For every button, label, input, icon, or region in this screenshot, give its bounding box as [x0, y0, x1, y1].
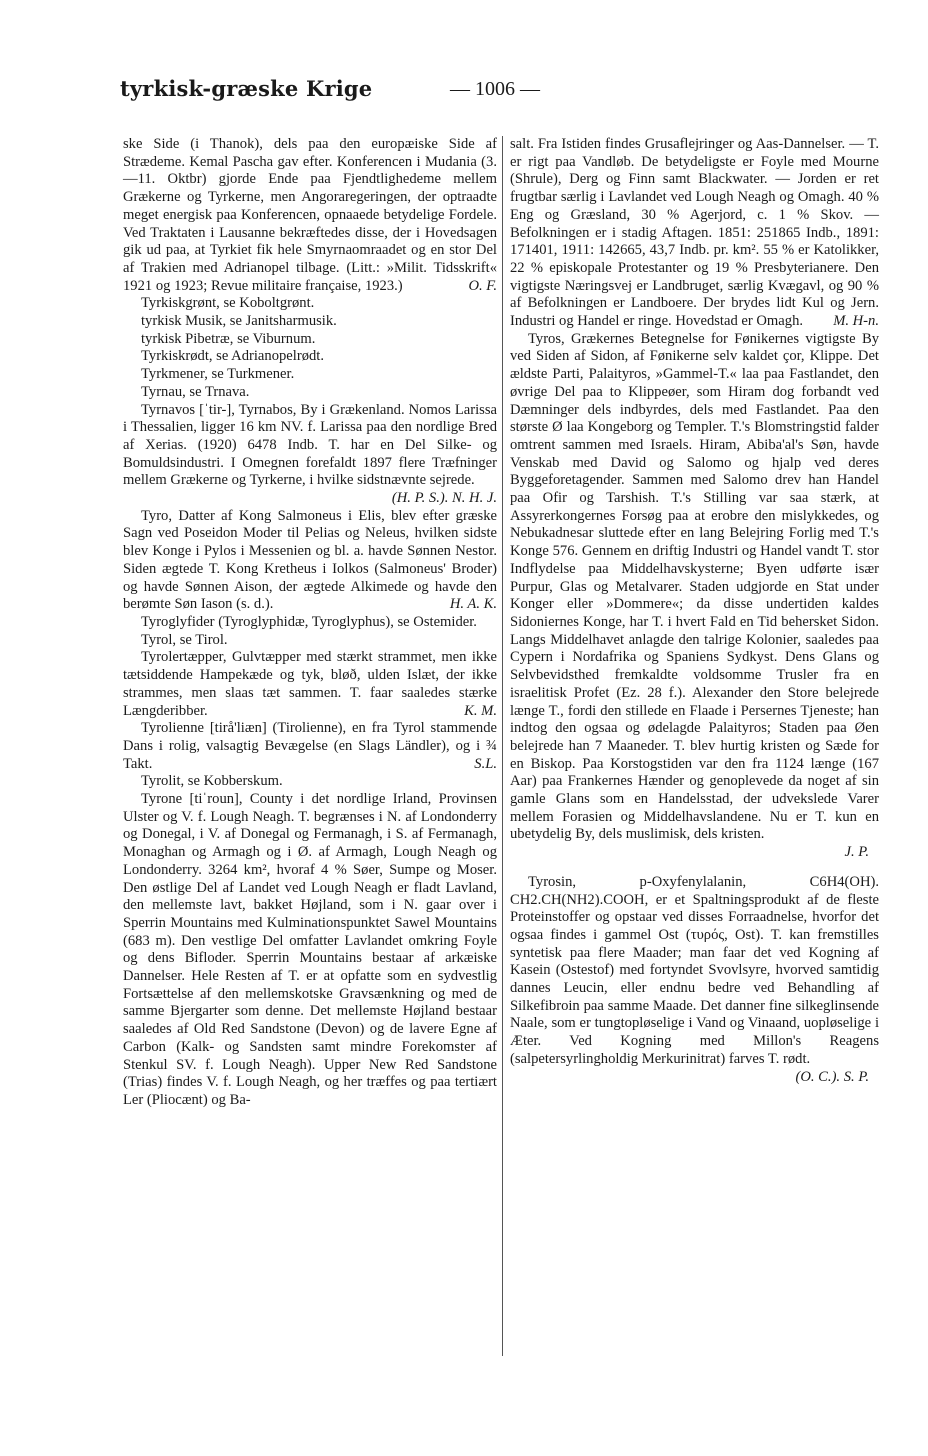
entry-tyrkiskgront: Tyrkiskgrønt, se Koboltgrønt. — [141, 295, 315, 312]
entry-tyros: Tyros, Grækernes Betegnelse for Fønikernes vigtigste By ved Siden af Sidon, af Fønikerne selv kaldet çor, Klippe. Det ældste Parti, Palaityros, »Gammel-T.« laa paa Fastlandet, den øvrige Del paa to Klippeøer, som Hiram dog forbandt ved Dæmninger dels indbyrdes, dels med Fastlandet. Paa den største Ø laa Kongeborg og Templer. T.'s Blomstringstid falder omtrent sammen med Israels. Hiram, Abiba'al's Søn, havde Venskab med David og Salomo og hjalp ved deres Byggeforetagender. Sammen med Salomo drev han Handel paa Ofir og Tarshish. T.'s Stilling var saa stærk, at Assyrerkongernes Forsøg paa at erobre den mislykkedes, og Nebukadnesar sluttede efter en lang Belejring Forlig med T.'s Konge 576. Gennem en driftig Industri og Handel vandt T. stor Indflydelse paa Middelhavskysterne; Byen udførte især Purpur, Glas og Metalvarer. Staden udgjorde en Stat under Konger eller »Dommere«; da disse undertiden kaldes Sidoniernes Konge, har T. i hvert Fald en Tid behersket Sidon. Langs Middelhavet anlagde den talrige Kolonier, saaledes paa Cypern i Nordafrika og Spaniens Sydkyst. Dens Glans og Selvbevidsthed fremkaldte voldsomme Trusler fra en israelitisk Profet (Ez. 28 f.). Alexander den Store belejrede længe T., fordi den stillede en Flaade i Persernes Tjeneste; han indtog den ogsaa og ødelagde Palaityros; Staden paa Øen belejrede han 7 Maaneder. T. blev hurtig kristen og Sæde for en Biskop. Paa Korstogstiden var den fra 1124 længe (167 Aar) paa Frankernes Hænder og genoplevede da noget af sin gamle Glans som en Handelsstad, der udvekslede Varer mellem Forasien og Middelhavslandene. Nu er T. kun en ubetydelig By, dels muslimisk, dels kristen. — [510, 330, 879, 843]
signature: S.L. — [474, 755, 497, 772]
entry-continuation: ske Side (i Thanok), dels paa den europæiske Side af Strædeme. Kemal Pascha gav efter. Konferencen i Mudania (3.—11. Oktbr) gjorde Ende paa Fjendtlighedeme mellem Grækerne og Tyrkerne, men Angoraregeringen, der optraadte meget energisk paa Konferencen, opnaaede betydelige Fordele. Ved Traktaten i Lausanne bekræftedes disse, der i Hovedsagen gik ud paa, at Tyrkiet fik hele Smyrnaomraadet og en stor Del af Trakien med Adrianopel tilbage. (Litt.: »Milit. Tidsskrift« 1921 og 1923; Revue militaire française, 1923.) O. F. — [123, 136, 497, 294]
signature: J. P. — [844, 844, 869, 861]
entry-tyrkisk-musik: tyrkisk Musik, se Janitsharmusik. — [141, 313, 337, 330]
signature: K. M. — [464, 702, 497, 719]
signature: H. A. K. — [449, 596, 497, 613]
entry-tyrnavos: Tyrnavos [ˈtir-], Tyrnabos, By i Grækenland. Nomos Larissa i Thessalien, ligger 16 km NV. f. Larissa paa den nordlige Bred af Xerias. (1920) 6478 Indb. T. har en Del Silke- og Bomuldsindustri. I Omegnen forefaldt 1897 flere Træfninger mellem Grækerne og Tyrkerne, i hvilke sidstnævnte sejrede. (H. P. S.). N. H. J. — [123, 401, 497, 507]
signature: (O. C.). S. P. — [795, 1068, 869, 1085]
entry-tyrosin: Tyrosin, p-Oxyfenylalanin, C6H4(OH). CH2.CH(NH2).COOH, er et Spaltningsprodukt af de fleste Proteinstoffer og opstaar ved disses Forraadnelse, hvorfor det ogsaa findes i gammel Ost (τυρός, Ost). T. kan fremstilles syntetisk paa flere Maader; man faar det ved Kogning af Kasein (Ostestof) med fortyndet Svovlsyre, hvorved samtidig dannes Leucin, eller endnu bedre ved Behandling af Silkefibroin paa samme Maade. Det danner fine silkeglinsende Naale, som er tungtopløselige i Vand og Vinaand, uopløselige i Æter. Ved Kogning med Millon's Reagens (salpetersyrlingholdig Merkurinitrat) farves T. rødt. — [510, 873, 879, 1067]
signature: (H. P. S.). N. H. J. — [391, 490, 497, 507]
signature: M. H-n. — [833, 313, 879, 330]
entry-tyroglyfider: Tyroglyfider (Tyroglyphidæ, Tyroglyphus), se Ostemider. — [141, 613, 477, 630]
page-number: — 1006 — — [450, 78, 540, 100]
running-head: tyrkisk-græske Krige — [120, 76, 373, 101]
entry-tyrolienne: Tyrolienne [tirå'liæn] (Tirolienne), en fra Tyrol stammende Dans i rolig, valsagtig Bevægelse (en Slags Ländler), og i ¾ Takt. S.L. — [123, 720, 497, 772]
right-column — [510, 136, 879, 1086]
entry-tyrol: Tyrol, se Tirol. — [141, 631, 228, 648]
entry-tyrone-continued: salt. Fra Istiden findes Grusaflejringer og Aas-Dannelser. — T. er rigt paa Vandløb. De betydeligste er Foyle med Mourne (Shrule), Derg og Finn samt Blackwater. — Jorden er ret frugtbar særlig i Lavlandet ved Lough Neagh og Omagh. 40 % Eng og Græsland, 30 % Agerjord, c. 1 % Skov. — Befolkningen er i stadig Aftagen. 1851: 251865 Indb., 1891: 171401, 1911: 142665, 43,7 Indb. pr. km². 55 % er Katolikker, 22 % episkopale Protestanter og 19 % Presbyterianere. Den vigtigste Næringsvej er Landbruget, særlig Kvægavl, og 90 % af Befolkningen er Landboere. Der brydes lidt Kul og Jern. Industri og Handel er ringe. Hovedstad er Omagh. M. H-n. — [510, 136, 879, 330]
entry-tyro: Tyro, Datter af Kong Salmoneus i Elis, blev efter græske Sagn ved Poseidon Moder til Pelias og Neleus, hvilken sidste blev Konge i Pylos i Messenien og bl. a. havde Sønnen Nestor. Siden ægtede T. Kong Kretheus i Iolkos (Salmoneus' Broder) og havde Sønnen Aison, der ægtede Alkimede og havde den berømte Søn Iason (s. d.). H. A. K. — [123, 507, 497, 613]
entry-tyrkiskrodt: Tyrkiskrødt, se Adrianopelrødt. — [141, 348, 324, 365]
page-header — [120, 76, 880, 110]
left-column — [123, 136, 497, 1110]
entry-tyrkisk-pibetrae: tyrkisk Pibetræ, se Viburnum. — [141, 330, 316, 347]
entry-tyrone: Tyrone [tiˈroun], County i det nordlige Irland, Provinsen Ulster og V. f. Lough Neagh. T. begrænses i N. af Londonderry og Donegal, i V. af Donegal og Fermanagh, i S. af Fermanagh, Monaghan og Armagh og i Ø. af Armagh, Lough Neagh og Londonderry. 3264 km², hvoraf 4 % Søer, Sumpe og Moser. Den østlige Del af Landet ved Lough Neagh er fladt Lavland, den mellemste lavt, bakket Højland, som i N. gaar over i Sperrin Mountains med Kulminationspunktet Sawel Mountains (683 m). Den vestlige Del omfatter Lavlandet omkring Foyle og dens Bifloder. Sperrin Mountains bestaar af arkæiske Dannelser. Hele Resten af T. er at opfatte som en sydvestlig Fortsættelse af den mellemskotske Gravsænkning og med de samme Bjergarter som denne. Det mellemste Højland bestaar saaledes af Old Red Sandstone (Devon) og de lavere Egne af Carbon (Kalk- og Sandsten samt mindre Forekomster af Stenkul SV. f. Lough Neagh). Upper New Red Sandstone (Trias) findes V. f. Lough Neagh, og her træffes og paa tertiært Ler (Pliocænt) og Ba- — [123, 791, 497, 1108]
entry-tyrolertaepper: Tyrolertæpper, Gulvtæpper med stærkt strammet, men ikke tætsiddende Hampekæde og tyk, bløð, ulden Islæt, der ikke strammes, men slaas tæt sammen. T. faar saaledes stærke Længderibber. K. M. — [123, 649, 497, 719]
signature: O. F. — [468, 277, 497, 294]
column-divider — [502, 136, 503, 1356]
entry-tyrnau: Tyrnau, se Trnava. — [141, 383, 250, 400]
entry-tyrkmener: Tyrkmener, se Turkmener. — [141, 366, 295, 383]
entry-tyrolit: Tyrolit, se Kobberskum. — [141, 773, 283, 790]
